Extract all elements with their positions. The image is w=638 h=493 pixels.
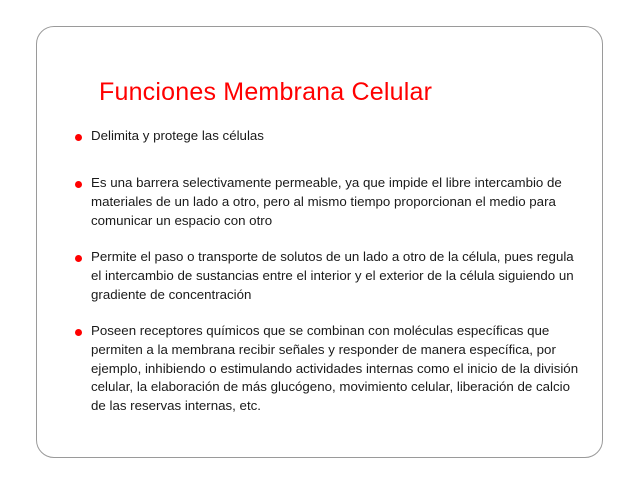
bullet-text: Poseen receptores químicos que se combinan con moléculas específicas que permiten a la membrana recibir señales y responder de manera específica, por ejemplo, inhibiendo o estimulando actividades internas como el inicio de la división celular, la elaboración de más glucógeno, movimiento celular, liberación de calcio de las reservas internas, etc. — [91, 323, 579, 414]
bullet-dot-icon — [75, 134, 82, 141]
bullet-item — [75, 322, 585, 416]
bullet-text: Es una barrera selectivamente permeable, ya que impide el libre intercambio de materiales de un lado a otro, pero al mismo tiempo proporcionan el medio para comunicar un espacio con otro — [91, 175, 562, 228]
slide-title: Funciones Membrana Celular — [99, 78, 433, 106]
bullet-dot-icon — [75, 329, 82, 336]
bullet-dot-icon — [75, 255, 82, 262]
bullet-dot-icon — [75, 181, 82, 188]
bullet-text: Delimita y protege las células — [91, 128, 264, 143]
bullet-item — [75, 248, 585, 304]
bullet-text: Permite el paso o transporte de solutos de un lado a otro de la célula, pues regula el intercambio de sustancias entre el interior y el exterior de la célula siguiendo un gradiente de concentración — [91, 249, 574, 302]
bullet-item — [75, 127, 585, 146]
bullet-item — [75, 174, 585, 230]
